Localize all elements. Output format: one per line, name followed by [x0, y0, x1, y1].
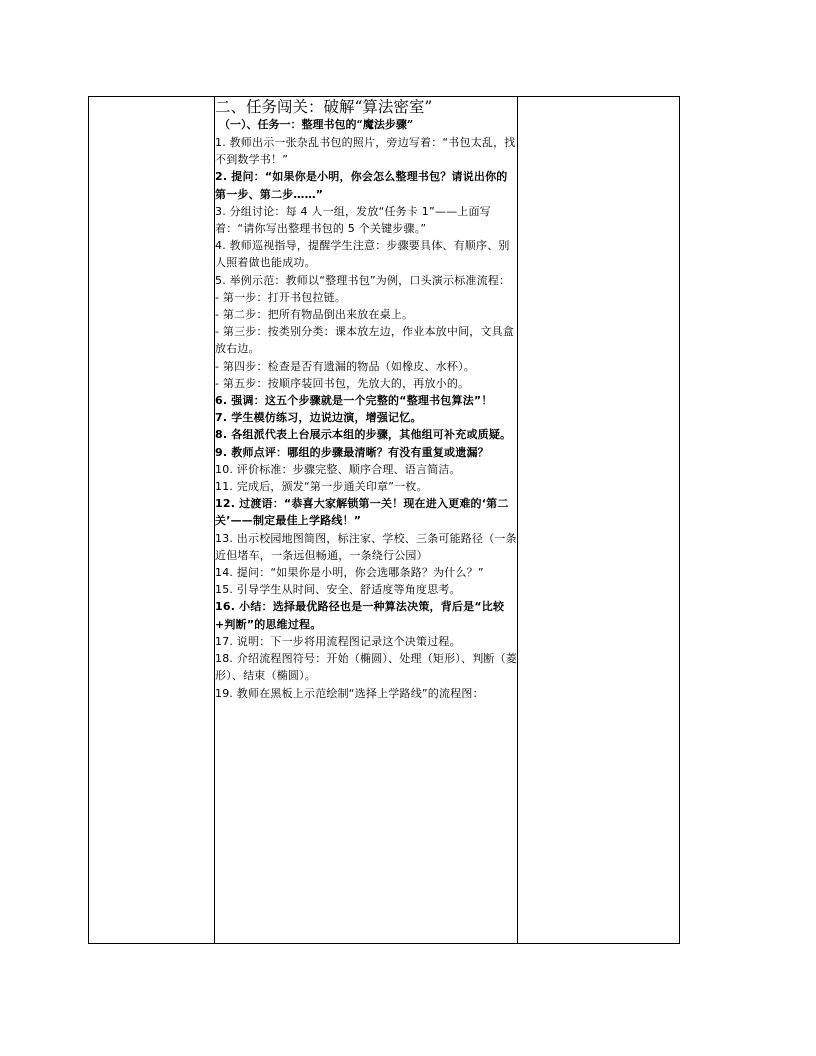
step-line: 12. 过渡语：“恭喜大家解锁第一关！现在进入更难的‘第二关’——制定最佳上学路线！”: [215, 497, 509, 528]
content-cell: [215, 97, 518, 944]
step-line: - 第二步：把所有物品倒出来放在桌上。: [215, 308, 414, 322]
step-line: 15. 引导学生从时间、安全、舒适度等角度思考。: [215, 583, 461, 597]
step-line: 11. 完成后，颁发“第一步通关印章”一枚。: [215, 480, 428, 494]
step-line: 4. 教师巡视指导，提醒学生注意：步骤要具体、有顺序、别人照着做也能成功。: [215, 239, 510, 270]
left-column-cell: [89, 97, 215, 944]
step-line: 9. 教师点评：哪组的步骤最清晰？有没有重复或遗漏？: [215, 445, 489, 459]
step-line: 8. 各组派代表上台展示本组的步骤，其他组可补充或质疑。: [215, 428, 512, 442]
step-line: 10. 评价标准：步骤完整、顺序合理、语言简洁。: [215, 462, 461, 476]
step-line: 2. 提问：“如果你是小明，你会怎么整理书包？请说出你的第一步、第二步……”: [215, 170, 508, 201]
step-line: 16. 小结：选择最优路径也是一种算法决策，背后是“比较+判断”的思维过程。: [215, 600, 505, 631]
step-line: 7. 学生模仿练习，边说边演，增强记忆。: [215, 411, 422, 425]
step-line: - 第五步：按顺序装回书包，先放大的，再放小的。: [215, 376, 470, 390]
step-line: - 第三步：按类别分类：课本放左边，作业本放中间，文具盒放右边。: [215, 325, 515, 356]
step-line: 14. 提问：“如果你是小明，你会选哪条路？为什么？”: [215, 566, 484, 580]
step-line: 13. 出示校园地图简图，标注家、学校、三条可能路径（一条近但堵车，一条远但畅通，一条绕行公园）: [215, 531, 517, 562]
step-line: - 第四步：检查是否有遗漏的物品（如橡皮、水杯）。: [215, 359, 475, 373]
step-line: 1. 教师出示一张杂乱书包的照片，旁边写着：“书包太乱，找不到数学书！”: [215, 136, 516, 167]
step-line: 5. 举例示范：教师以“整理书包”为例，口头演示标准流程：: [215, 273, 511, 287]
step-list: [215, 134, 517, 702]
right-column-cell: [518, 97, 680, 944]
step-line: 3. 分组讨论：每 4 人一组，发放“任务卡 1”——上面写着：“请你写出整理书包的 5 个关键步骤。”: [215, 204, 491, 236]
step-line: 6. 强调：这五个步骤就是一个完整的“整理书包算法”！: [215, 394, 493, 408]
step-line: 17. 说明：下一步将用流程图记录这个决策过程。: [215, 634, 461, 648]
lesson-plan-table: [88, 96, 680, 944]
section-title: 二、任务闯关：破解“算法密室”: [215, 98, 433, 116]
step-line: 19. 教师在黑板上示范绘制“选择上学路线”的流程图：: [215, 686, 484, 700]
subsection-title: （一）、任务一：整理书包的“魔法步骤”: [219, 118, 414, 131]
step-line: - 第一步：打开书包拉链。: [215, 290, 347, 304]
step-line: 18. 介绍流程图符号：开始（椭圆）、处理（矩形）、判断（菱形）、结束（椭圆）。: [215, 652, 517, 683]
table-row: [89, 97, 680, 944]
